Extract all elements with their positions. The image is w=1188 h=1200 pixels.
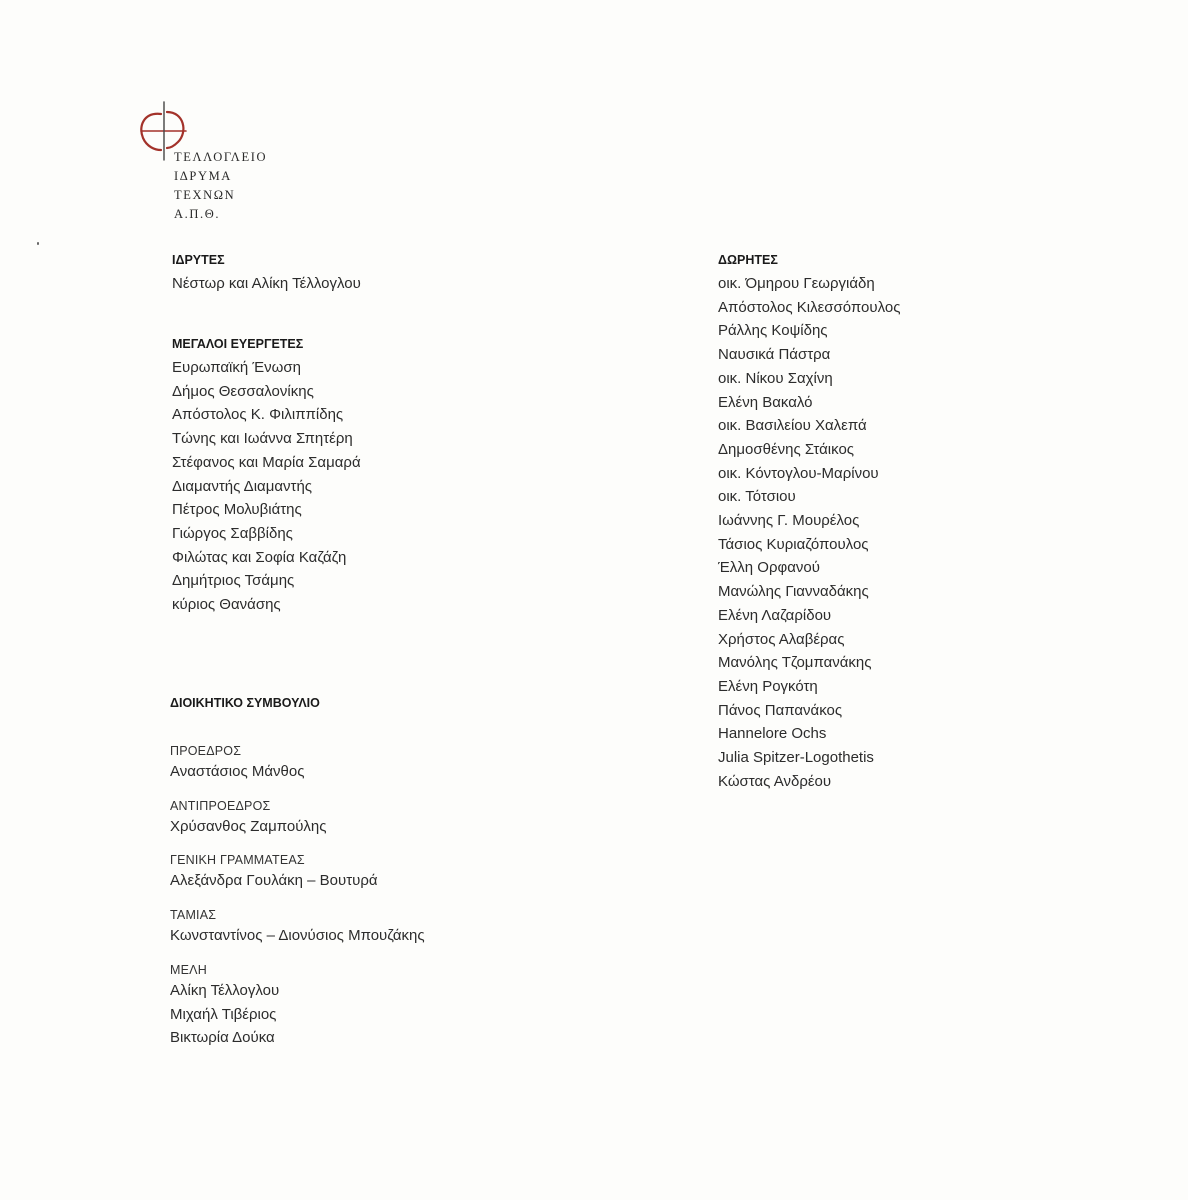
board-role-treasurer bbox=[170, 907, 425, 948]
board-section bbox=[170, 695, 425, 1064]
benefactor-name: Διαμαντής Διαμαντής bbox=[172, 477, 313, 495]
institution-name bbox=[174, 148, 267, 224]
donor-name: Δημοσθένης Στάικος bbox=[718, 440, 855, 458]
institution-line: ΤΕΧΝΩΝ bbox=[174, 188, 236, 202]
donor-name: Απόστολος Κιλεσσόπουλος bbox=[718, 298, 901, 316]
donor-name: Ελένη Λαζαρίδου bbox=[718, 606, 832, 624]
board-member-name: Χρύσανθος Ζαμπούλης bbox=[170, 817, 327, 835]
founder-name: Νέστωρ και Αλίκη Τέλλογλου bbox=[172, 275, 361, 292]
donors-section bbox=[718, 252, 900, 793]
donor-name: οικ. Τότσιου bbox=[718, 488, 796, 506]
board-member-name: Βικτωρία Δούκα bbox=[170, 1029, 275, 1047]
benefactors-list bbox=[172, 356, 361, 617]
donor-name: οικ. Κόντογλου-Μαρίνου bbox=[718, 464, 879, 482]
donor-name: Ναυσικά Πάστρα bbox=[718, 346, 831, 364]
donor-name: Julia Spitzer-Logothetis bbox=[718, 749, 874, 767]
board-role-secretary bbox=[170, 852, 425, 893]
donor-name: Κώστας Ανδρέου bbox=[718, 772, 832, 790]
donor-name: Μανώλης Γιανναδάκης bbox=[718, 583, 869, 601]
benefactor-name: Φιλώτας και Σοφία Καζάζη bbox=[172, 548, 347, 566]
benefactor-name: κύριος Θανάσης bbox=[172, 596, 281, 614]
donor-name: οικ. Νίκου Σαχίνη bbox=[718, 369, 833, 387]
board-role-president bbox=[170, 743, 425, 784]
board-member-name: Κωνσταντίνος – Διονύσιος Μπουζάκης bbox=[170, 927, 425, 945]
role-title: ΑΝΤΙΠΡΟΕΔΡΟΣ bbox=[170, 798, 271, 813]
donor-name: Μανόλης Τζομπανάκης bbox=[718, 654, 872, 672]
institution-line: ΤΕΛΛΟΓΛΕΙΟ bbox=[174, 150, 268, 164]
benefactor-name: Γιώργος Σαββίδης bbox=[172, 524, 293, 542]
benefactor-name: Δήμος Θεσσαλονίκης bbox=[172, 382, 314, 400]
founders-heading: ΙΔΡΥΤΕΣ bbox=[172, 253, 225, 267]
board-member-name: Αλίκη Τέλλογλου bbox=[170, 981, 280, 999]
donor-name: Έλλη Ορφανού bbox=[718, 559, 820, 577]
role-title: ΓΕΝΙΚΗ ΓΡΑΜΜΑΤΕΑΣ bbox=[170, 853, 305, 868]
board-member-name: Αλεξάνδρα Γουλάκη – Βουτυρά bbox=[170, 872, 378, 890]
donor-name: Πάνος Παπανάκος bbox=[718, 701, 843, 719]
donors-list bbox=[718, 272, 900, 793]
founders-list bbox=[172, 272, 361, 296]
donor-name: Ελένη Ρογκότη bbox=[718, 677, 818, 695]
board-member-name: Μιχαήλ Τιβέριος bbox=[170, 1005, 277, 1023]
donor-name: οικ. Όμηρου Γεωργιάδη bbox=[718, 275, 875, 292]
donor-name: οικ. Βασιλείου Χαλεπά bbox=[718, 417, 867, 435]
board-role-members bbox=[170, 962, 425, 1050]
benefactors-heading: ΜΕΓΑΛΟΙ ΕΥΕΡΓΕΤΕΣ bbox=[172, 337, 304, 351]
institution-line: ΙΔΡΥΜΑ bbox=[174, 169, 232, 183]
role-title: ΜΕΛΗ bbox=[170, 962, 207, 977]
donor-name: Ράλλης Κοψίδης bbox=[718, 322, 828, 340]
donors-heading: ΔΩΡΗΤΕΣ bbox=[718, 253, 778, 267]
logo-left-arc bbox=[141, 114, 161, 150]
benefactor-name: Απόστολος Κ. Φιλιππίδης bbox=[172, 406, 344, 424]
donor-name: Τάσιος Κυριαζόπουλος bbox=[718, 535, 869, 553]
board-heading: ΔΙΟΙΚΗΤΙΚΟ ΣΥΜΒΟΥΛΙΟ bbox=[170, 696, 320, 710]
benefactors-section bbox=[172, 336, 361, 617]
stray-mark bbox=[37, 242, 39, 245]
benefactor-name: Στέφανος και Μαρία Σαμαρά bbox=[172, 453, 361, 471]
board-member-name: Αναστάσιος Μάνθος bbox=[170, 763, 305, 780]
donor-name: Hannelore Ochs bbox=[718, 725, 827, 743]
role-title: ΠΡΟΕΔΡΟΣ bbox=[170, 744, 242, 758]
institution-line: Α.Π.Θ. bbox=[174, 207, 221, 221]
benefactor-name: Πέτρος Μολυβιάτης bbox=[172, 501, 302, 519]
donor-name: Χρήστος Αλαβέρας bbox=[718, 630, 845, 648]
founders-section bbox=[172, 252, 361, 296]
donor-name: Ελένη Βακαλό bbox=[718, 393, 813, 411]
benefactor-name: Τώνης και Ιωάννα Σπητέρη bbox=[172, 430, 353, 448]
donor-name: Ιωάννης Γ. Μουρέλος bbox=[718, 512, 860, 530]
benefactor-name: Δημήτριος Τσάμης bbox=[172, 572, 295, 590]
logo-right-arc bbox=[167, 112, 183, 148]
board-role-vice-president bbox=[170, 798, 425, 839]
benefactor-name: Ευρωπαϊκή Ένωση bbox=[172, 359, 301, 376]
role-title: ΤΑΜΙΑΣ bbox=[170, 908, 217, 923]
